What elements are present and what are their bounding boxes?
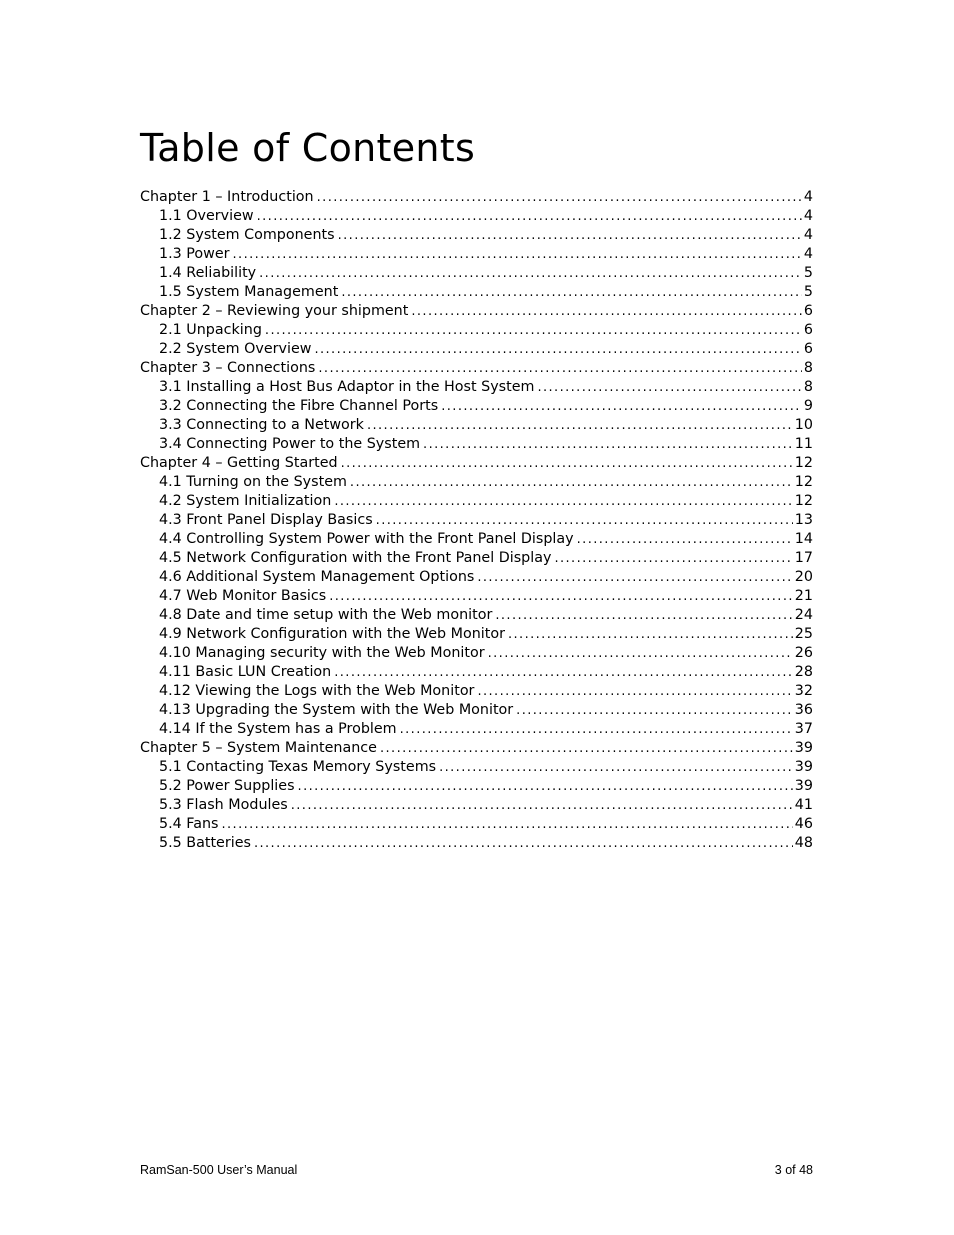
toc-entry-label: Chapter 2 – Reviewing your shipment bbox=[140, 303, 409, 319]
toc-entry-page-number: 6 bbox=[803, 341, 813, 357]
toc-entry[interactable] bbox=[140, 777, 813, 796]
toc-dot-leader bbox=[439, 758, 793, 777]
toc-entry-label: Chapter 5 – System Maintenance bbox=[140, 740, 377, 756]
toc-entry-page-number: 14 bbox=[794, 531, 813, 547]
toc-entry-label: 3.4 Connecting Power to the System bbox=[159, 436, 421, 452]
toc-entry-label: 4.10 Managing security with the Web Monitor bbox=[159, 645, 485, 661]
toc-dot-leader bbox=[380, 739, 793, 758]
toc-entry-label: Chapter 1 – Introduction bbox=[140, 189, 314, 205]
toc-entry-page-number: 5 bbox=[803, 284, 813, 300]
toc-entry-page-number: 6 bbox=[803, 322, 813, 338]
toc-entry[interactable] bbox=[140, 302, 813, 321]
toc-entry-page-number: 13 bbox=[794, 512, 813, 528]
toc-dot-leader bbox=[334, 663, 793, 682]
toc-dot-leader bbox=[338, 226, 802, 245]
toc-entry-label: 2.1 Unpacking bbox=[159, 322, 262, 338]
toc-entry[interactable] bbox=[140, 663, 813, 682]
toc-entry[interactable] bbox=[140, 587, 813, 606]
toc-entry[interactable] bbox=[140, 264, 813, 283]
toc-entry-label: 4.7 Web Monitor Basics bbox=[159, 588, 327, 604]
toc-dot-leader bbox=[341, 454, 793, 473]
toc-entry-page-number: 12 bbox=[794, 474, 813, 490]
toc-entry[interactable] bbox=[140, 283, 813, 302]
toc-entry[interactable] bbox=[140, 796, 813, 815]
toc-dot-leader bbox=[537, 378, 801, 397]
toc-dot-leader bbox=[411, 302, 802, 321]
toc-entry-page-number: 17 bbox=[794, 550, 813, 566]
toc-entry-page-number: 32 bbox=[794, 683, 813, 699]
toc-entry-label: 1.1 Overview bbox=[159, 208, 254, 224]
toc-entry-label: 4.9 Network Configuration with the Web Monitor bbox=[159, 626, 505, 642]
toc-entry-label: 4.11 Basic LUN Creation bbox=[159, 664, 332, 680]
toc-dot-leader bbox=[367, 416, 793, 435]
toc-entry[interactable] bbox=[140, 758, 813, 777]
toc-entry[interactable] bbox=[140, 435, 813, 454]
toc-entry[interactable] bbox=[140, 321, 813, 340]
toc-dot-leader bbox=[298, 777, 793, 796]
toc-entry[interactable] bbox=[140, 454, 813, 473]
toc-entry-page-number: 39 bbox=[794, 759, 813, 775]
toc-entry-label: 2.2 System Overview bbox=[159, 341, 312, 357]
toc-entry-label: 4.5 Network Configuration with the Front Panel Display bbox=[159, 550, 552, 566]
toc-entry-page-number: 5 bbox=[803, 265, 813, 281]
toc-entry[interactable] bbox=[140, 359, 813, 378]
toc-entry[interactable] bbox=[140, 378, 813, 397]
toc-entry-page-number: 36 bbox=[794, 702, 813, 718]
toc-entry-label: 4.1 Turning on the System bbox=[159, 474, 347, 490]
toc-entry[interactable] bbox=[140, 492, 813, 511]
toc-entry-label: 4.2 System Initialization bbox=[159, 493, 332, 509]
toc-dot-leader bbox=[329, 587, 793, 606]
toc-entry-label: 4.3 Front Panel Display Basics bbox=[159, 512, 373, 528]
toc-entry-label: Chapter 4 – Getting Started bbox=[140, 455, 338, 471]
toc-entry-page-number: 39 bbox=[794, 740, 813, 756]
toc-entry[interactable] bbox=[140, 720, 813, 739]
toc-dot-leader bbox=[441, 397, 802, 416]
toc-entry-page-number: 4 bbox=[803, 246, 813, 262]
toc-entry[interactable] bbox=[140, 207, 813, 226]
toc-entry[interactable] bbox=[140, 568, 813, 587]
toc-entry-label: 4.4 Controlling System Power with the Front Panel Display bbox=[159, 531, 574, 547]
toc-entry-page-number: 39 bbox=[794, 778, 813, 794]
toc-entry-page-number: 37 bbox=[794, 721, 813, 737]
toc-entry[interactable] bbox=[140, 340, 813, 359]
toc-entry[interactable] bbox=[140, 701, 813, 720]
toc-entry-page-number: 8 bbox=[803, 360, 813, 376]
toc-entry-page-number: 25 bbox=[794, 626, 813, 642]
toc-entry-page-number: 41 bbox=[794, 797, 813, 813]
toc-dot-leader bbox=[488, 644, 793, 663]
toc-entry-label: 3.2 Connecting the Fibre Channel Ports bbox=[159, 398, 439, 414]
toc-dot-leader bbox=[265, 321, 802, 340]
page-footer bbox=[140, 1162, 813, 1178]
toc-entry[interactable] bbox=[140, 606, 813, 625]
toc-dot-leader bbox=[554, 549, 792, 568]
toc-entry-page-number: 12 bbox=[794, 455, 813, 471]
toc-entry[interactable] bbox=[140, 188, 813, 207]
toc-dot-leader bbox=[314, 340, 801, 359]
toc-entry-page-number: 21 bbox=[794, 588, 813, 604]
page-title: Table of Contents bbox=[140, 126, 476, 170]
toc-entry-label: 5.3 Flash Modules bbox=[159, 797, 288, 813]
toc-entry[interactable] bbox=[140, 530, 813, 549]
toc-entry-page-number: 24 bbox=[794, 607, 813, 623]
toc-entry-label: 1.3 Power bbox=[159, 246, 230, 262]
toc-dot-leader bbox=[233, 245, 802, 264]
table-of-contents bbox=[140, 188, 813, 853]
toc-dot-leader bbox=[495, 606, 792, 625]
toc-entry[interactable] bbox=[140, 682, 813, 701]
toc-entry-label: 3.1 Installing a Host Bus Adaptor in the Host System bbox=[159, 379, 535, 395]
toc-entry[interactable] bbox=[140, 815, 813, 834]
toc-dot-leader bbox=[318, 359, 802, 378]
toc-entry-page-number: 6 bbox=[803, 303, 813, 319]
toc-dot-leader bbox=[291, 796, 793, 815]
toc-dot-leader bbox=[341, 283, 802, 302]
toc-entry-label: 4.6 Additional System Management Options bbox=[159, 569, 475, 585]
toc-entry-label: Chapter 3 – Connections bbox=[140, 360, 316, 376]
toc-entry-page-number: 4 bbox=[803, 208, 813, 224]
toc-entry-page-number: 26 bbox=[794, 645, 813, 661]
toc-entry-label: 4.14 If the System has a Problem bbox=[159, 721, 397, 737]
toc-entry-page-number: 11 bbox=[794, 436, 813, 452]
toc-entry-label: 1.2 System Components bbox=[159, 227, 335, 243]
toc-entry-label: 1.5 System Management bbox=[159, 284, 339, 300]
toc-entry-page-number: 20 bbox=[794, 569, 813, 585]
toc-entry[interactable] bbox=[140, 511, 813, 530]
toc-entry[interactable] bbox=[140, 644, 813, 663]
toc-entry-label: 5.1 Contacting Texas Memory Systems bbox=[159, 759, 437, 775]
toc-entry[interactable] bbox=[140, 834, 813, 853]
toc-entry-page-number: 12 bbox=[794, 493, 813, 509]
toc-dot-leader bbox=[259, 264, 802, 283]
toc-entry-label: 5.2 Power Supplies bbox=[159, 778, 295, 794]
toc-dot-leader bbox=[577, 530, 793, 549]
toc-dot-leader bbox=[254, 834, 793, 853]
toc-dot-leader bbox=[376, 511, 793, 530]
toc-entry-label: 5.5 Batteries bbox=[159, 835, 251, 851]
toc-dot-leader bbox=[400, 720, 793, 739]
footer-page-indicator: 3 of 48 bbox=[774, 1163, 813, 1177]
toc-dot-leader bbox=[350, 473, 793, 492]
toc-dot-leader bbox=[423, 435, 793, 454]
toc-dot-leader bbox=[477, 568, 792, 587]
toc-dot-leader bbox=[508, 625, 793, 644]
toc-entry[interactable] bbox=[140, 739, 813, 758]
toc-entry-page-number: 28 bbox=[794, 664, 813, 680]
toc-entry[interactable] bbox=[140, 226, 813, 245]
toc-entry-page-number: 4 bbox=[803, 227, 813, 243]
toc-entry-label: 5.4 Fans bbox=[159, 816, 219, 832]
toc-entry[interactable] bbox=[140, 549, 813, 568]
toc-dot-leader bbox=[257, 207, 802, 226]
toc-dot-leader bbox=[516, 701, 793, 720]
toc-entry[interactable] bbox=[140, 245, 813, 264]
toc-dot-leader bbox=[477, 682, 792, 701]
toc-dot-leader bbox=[221, 815, 792, 834]
toc-entry-label: 4.13 Upgrading the System with the Web Monitor bbox=[159, 702, 514, 718]
toc-entry-page-number: 48 bbox=[794, 835, 813, 851]
footer-document-name: RamSan-500 User’s Manual bbox=[140, 1163, 298, 1177]
toc-entry[interactable] bbox=[140, 416, 813, 435]
toc-entry[interactable] bbox=[140, 625, 813, 644]
toc-dot-leader bbox=[317, 188, 802, 207]
toc-dot-leader bbox=[334, 492, 792, 511]
toc-entry-label: 4.8 Date and time setup with the Web monitor bbox=[159, 607, 493, 623]
toc-entry[interactable] bbox=[140, 397, 813, 416]
toc-entry-page-number: 9 bbox=[803, 398, 813, 414]
toc-entry-label: 4.12 Viewing the Logs with the Web Monitor bbox=[159, 683, 475, 699]
toc-entry-page-number: 8 bbox=[803, 379, 813, 395]
toc-entry-label: 1.4 Reliability bbox=[159, 265, 257, 281]
toc-entry[interactable] bbox=[140, 473, 813, 492]
toc-entry-page-number: 46 bbox=[794, 816, 813, 832]
toc-entry-page-number: 10 bbox=[794, 417, 813, 433]
toc-entry-page-number: 4 bbox=[803, 189, 813, 205]
toc-entry-label: 3.3 Connecting to a Network bbox=[159, 417, 364, 433]
